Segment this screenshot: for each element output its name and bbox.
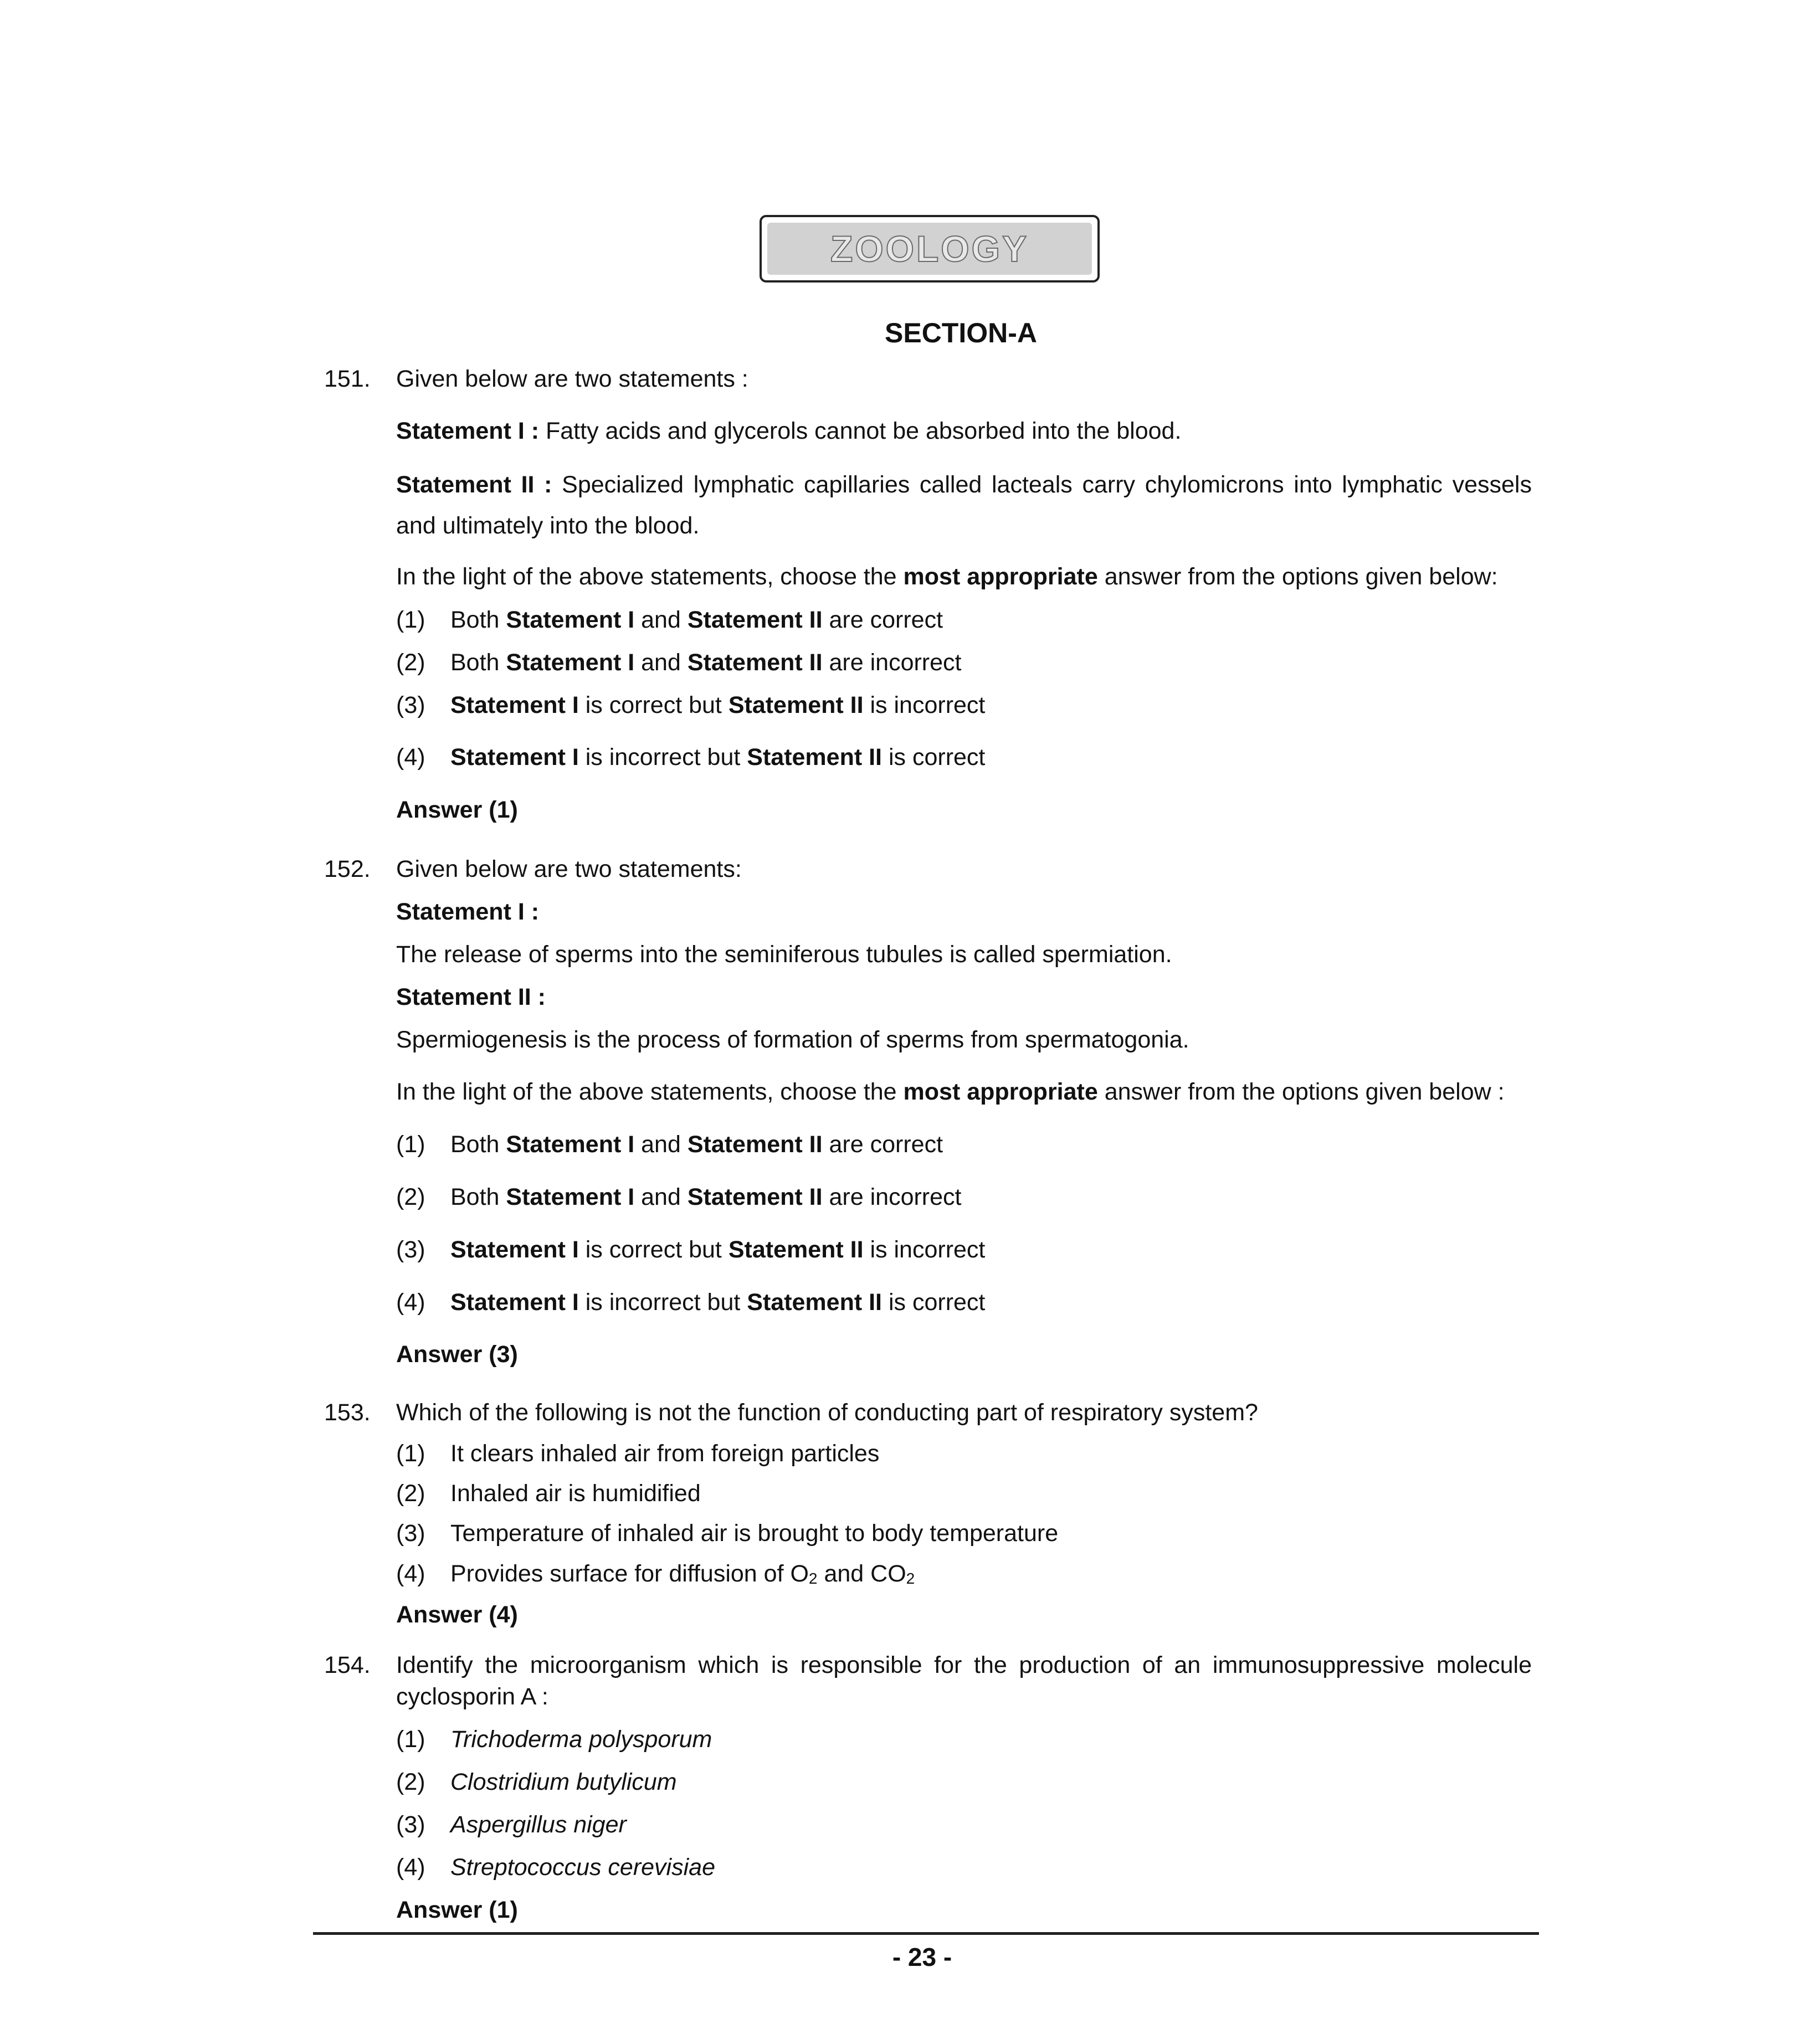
q154-option-1: Trichoderma polysporum — [450, 1726, 712, 1753]
subject-banner — [760, 215, 1100, 283]
q151-answer: Answer (1) — [396, 797, 518, 823]
option-number: (1) — [396, 607, 425, 633]
q151-instruction: In the light of the above statements, choose the most appropriate answer from the options given below: — [396, 563, 1498, 590]
statement-text: Fatty acids and glycerols cannot be absorbed into the blood. — [539, 418, 1182, 444]
q153-option-3: Temperature of inhaled air is brought to body temperature — [450, 1520, 1059, 1547]
question-151-stem: Given below are two statements : — [396, 366, 748, 392]
q151-option-1: Both Statement I and Statement II are correct — [450, 607, 943, 633]
q153-option-4: Provides surface for diffusion of $O_2$ and $CO_2$ — [450, 1560, 915, 1587]
question-number-151: 151. — [324, 366, 371, 392]
q151-statement-2-line2: and ultimately into the blood. — [396, 512, 700, 539]
q152-statement-1-label: Statement I : — [396, 898, 540, 925]
question-number-154: 154. — [324, 1652, 371, 1678]
q151-option-3: Statement I is correct but Statement II is incorrect — [450, 692, 986, 718]
option-number: (4) — [396, 744, 425, 771]
q152-statement-2-text: Spermiogenesis is the process of formation of sperms from spermatogonia. — [396, 1026, 1189, 1053]
q152-option-2: Both Statement I and Statement II are incorrect — [450, 1184, 962, 1210]
q151-statement-1 — [396, 418, 1181, 445]
q152-option-1: Both Statement I and Statement II are correct — [450, 1131, 943, 1158]
option-number: (2) — [396, 1184, 425, 1210]
option-number: (4) — [396, 1560, 425, 1587]
question-152-stem: Given below are two statements: — [396, 856, 742, 882]
option-number: (1) — [396, 1131, 425, 1158]
footer-divider — [313, 1932, 1539, 1935]
q154-option-2: Clostridium butylicum — [450, 1769, 677, 1795]
q153-answer: Answer (4) — [396, 1601, 518, 1628]
q152-statement-2-label: Statement II : — [396, 984, 546, 1010]
q152-option-3: Statement I is correct but Statement II is incorrect — [450, 1236, 986, 1263]
q151-option-2: Both Statement I and Statement II are incorrect — [450, 649, 962, 676]
question-number-152: 152. — [324, 856, 371, 882]
statement-label: Statement I : — [396, 418, 540, 444]
option-number: (2) — [396, 649, 425, 676]
question-153-stem: Which of the following is not the function of conducting part of respiratory system? — [396, 1399, 1258, 1426]
option-number: (3) — [396, 1520, 425, 1547]
q152-option-4: Statement I is incorrect but Statement II is correct — [450, 1289, 986, 1316]
option-number: (2) — [396, 1480, 425, 1507]
q151-option-4: Statement I is incorrect but Statement II is correct — [450, 744, 986, 771]
option-number: (1) — [396, 1726, 425, 1753]
statement-label: Statement II : — [396, 471, 552, 498]
q151-statement-2-line1 — [396, 464, 1532, 506]
q153-option-2: Inhaled air is humidified — [450, 1480, 701, 1507]
question-number-153: 153. — [324, 1399, 371, 1426]
option-number: (3) — [396, 1236, 425, 1263]
page-number: - 23 - — [892, 1943, 952, 1971]
q154-option-4: Streptococcus cerevisiae — [450, 1854, 715, 1881]
section-title: SECTION-A — [885, 317, 1037, 348]
q152-answer: Answer (3) — [396, 1341, 518, 1368]
subject-title: ZOOLOGY — [830, 228, 1029, 269]
q153-option-1: It clears inhaled air from foreign particles — [450, 1440, 880, 1467]
q154-option-3: Aspergillus niger — [450, 1811, 627, 1838]
option-number: (2) — [396, 1769, 425, 1795]
option-number: (3) — [396, 692, 425, 718]
q152-statement-1-text: The release of sperms into the seminiferous tubules is called spermiation. — [396, 941, 1172, 968]
statement-text: Specialized lymphatic capillaries called lacteals carry chylomicrons into lymphatic vessels — [552, 471, 1532, 498]
option-number: (4) — [396, 1854, 425, 1881]
q154-answer: Answer (1) — [396, 1897, 518, 1923]
question-154-stem-line1: Identify the microorganism which is responsible for the production of an immunosuppressive molecule — [396, 1652, 1532, 1678]
option-number: (4) — [396, 1289, 425, 1316]
question-154-stem-line2: cyclosporin A : — [396, 1683, 548, 1710]
option-number: (1) — [396, 1440, 425, 1467]
q152-instruction: In the light of the above statements, choose the most appropriate answer from the options given below : — [396, 1079, 1505, 1105]
option-number: (3) — [396, 1811, 425, 1838]
